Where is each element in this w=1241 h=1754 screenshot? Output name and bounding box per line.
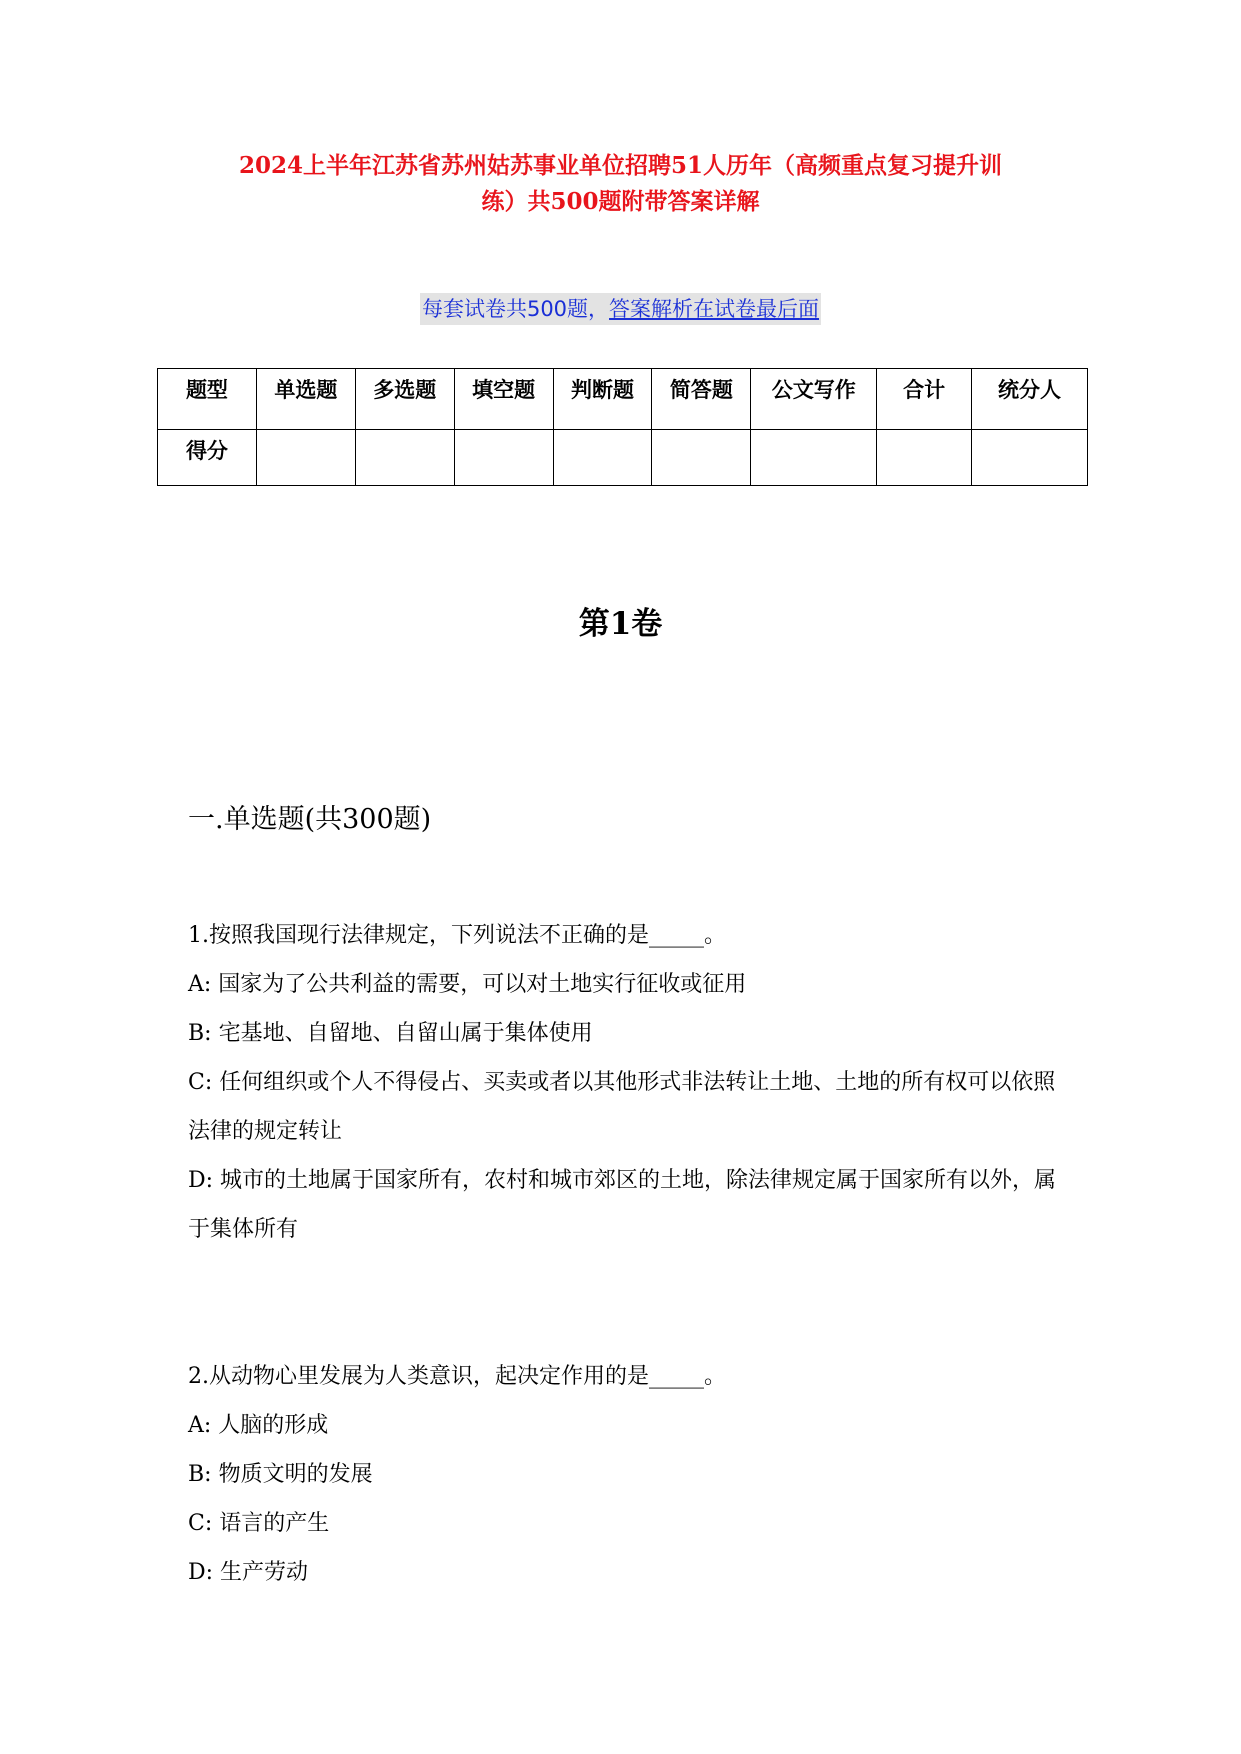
header-cell: 题型 xyxy=(158,369,257,430)
score-cell xyxy=(972,430,1088,486)
header-cell: 公文写作 xyxy=(751,369,877,430)
notice-text xyxy=(420,293,821,325)
question-1 xyxy=(188,911,1060,1254)
score-table-score-row xyxy=(158,430,1088,486)
notice-prefix: 每套试卷共500题， xyxy=(421,297,610,321)
document-title-line-1: 2024上半年江苏省苏州姑苏事业单位招聘51人历年（高频重点复习提升训 xyxy=(238,152,1003,179)
question-option: A: 人脑的形成 xyxy=(188,1413,329,1438)
header-cell: 合计 xyxy=(877,369,972,430)
question-stem: 2.从动物心里发展为人类意识，起决定作用的是_____。 xyxy=(188,1364,726,1389)
header-cell: 填空题 xyxy=(454,369,553,430)
score-cell xyxy=(553,430,652,486)
score-cell xyxy=(877,430,972,486)
notice-banner xyxy=(0,293,1241,325)
question-option: D: 城市的土地属于国家所有，农村和城市郊区的土地，除法律规定属于国家所有以外，属于集体所有 xyxy=(188,1168,1057,1242)
score-cell xyxy=(355,430,454,486)
question-option: B: 物质文明的发展 xyxy=(188,1462,373,1487)
question-option: A: 国家为了公共利益的需要，可以对土地实行征收或征用 xyxy=(188,972,747,997)
header-cell: 多选题 xyxy=(355,369,454,430)
answer-location-link[interactable]: 答案解析在试卷最后面 xyxy=(609,297,820,321)
row-label-cell: 得分 xyxy=(158,430,257,486)
question-option: D: 生产劳动 xyxy=(188,1560,309,1585)
header-cell: 统分人 xyxy=(972,369,1088,430)
question-option: C: 语言的产生 xyxy=(188,1511,330,1536)
question-option: B: 宅基地、自留地、自留山属于集体使用 xyxy=(188,1021,593,1046)
score-table-header-row xyxy=(158,369,1088,430)
score-cell xyxy=(256,430,355,486)
score-cell xyxy=(652,430,751,486)
header-cell: 简答题 xyxy=(652,369,751,430)
score-cell xyxy=(751,430,877,486)
question-stem: 1.按照我国现行法律规定，下列说法不正确的是_____。 xyxy=(188,923,726,948)
score-cell xyxy=(454,430,553,486)
document-title xyxy=(140,148,1101,220)
score-table xyxy=(157,368,1088,486)
volume-title: 第1卷 xyxy=(578,606,663,642)
header-cell: 判断题 xyxy=(553,369,652,430)
section-title: 一.单选题(共300题) xyxy=(188,804,432,835)
question-2 xyxy=(188,1352,1060,1597)
header-cell: 单选题 xyxy=(256,369,355,430)
question-option: C: 任何组织或个人不得侵占、买卖或者以其他形式非法转让土地、土地的所有权可以依照法律的规定转让 xyxy=(188,1070,1056,1144)
document-title-line-2: 练）共500题附带答案详解 xyxy=(481,188,760,215)
